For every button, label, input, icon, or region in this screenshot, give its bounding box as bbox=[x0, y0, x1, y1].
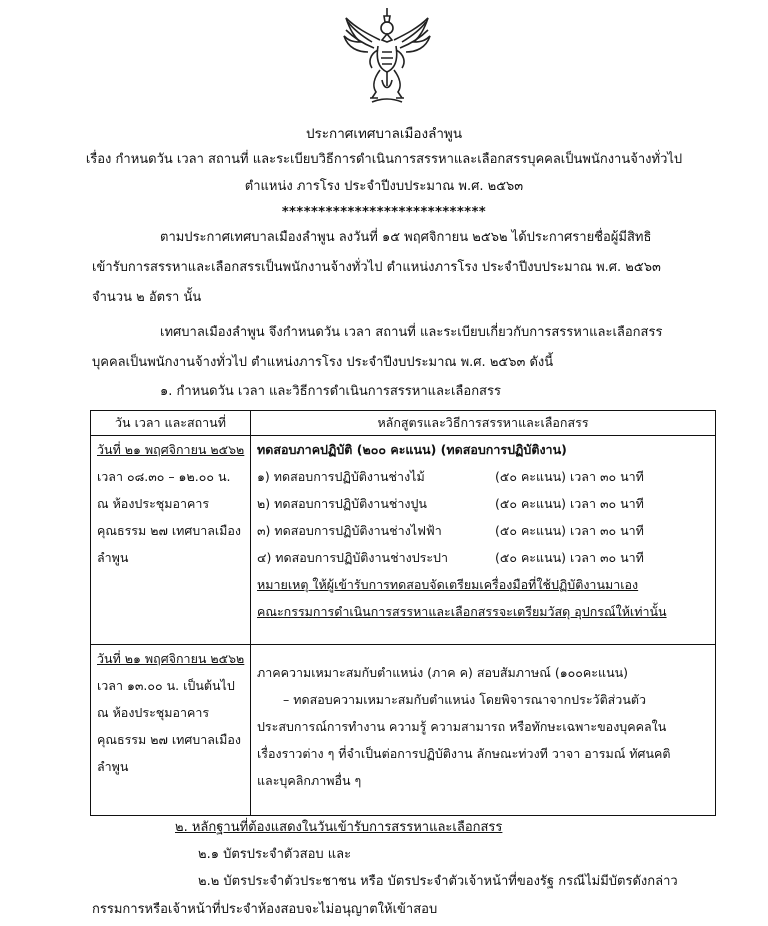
table-header-row bbox=[91, 411, 716, 436]
section-2-item-1: ๒.๑ บัตรประจำตัวสอบ และ bbox=[198, 847, 352, 862]
schedule-table bbox=[90, 410, 716, 816]
interview-line-1: – ทดสอบความเหมาะสมกับตำแหน่ง โดยพิจารณาจากประวัติส่วนตัว bbox=[283, 692, 647, 707]
section-2-item-2-line-1: ๒.๒ บัตรประจำตัวประชาชน หรือ บัตรประจำตัวเจ้าหน้าที่ของรัฐ กรณีไม่มีบัตรดังกล่าว bbox=[198, 874, 678, 889]
row1-place-3: ลำพูน bbox=[97, 550, 129, 565]
interview-line-2: ประสบการณ์การทำงาน ความรู้ ความสามารถ หรือทักษะเฉพาะของบุคคลใน bbox=[257, 719, 667, 734]
garuda-emblem-icon bbox=[342, 6, 432, 106]
remark-line-1: หมายเหตุ ให้ผู้เข้ารับการทดสอบจัดเตรียมเครื่องมือที่ใช้ปฏิบัติงานมาเอง bbox=[257, 577, 639, 592]
table-row bbox=[91, 645, 716, 816]
paragraph-1-line-1: ตามประกาศเทศบาลเมืองลำพูน ลงวันที่ ๑๕ พฤศจิกายน ๒๕๖๒ ได้ประกาศรายชื่อผู้มีสิทธิ bbox=[160, 230, 652, 245]
subject-line-1: เรื่อง กำหนดวัน เวลา สถานที่ และระเบียบวิธีการดำเนินการสรรหาและเลือกสรรบุคคลเป็นพนักงานจ้างทั่วไป bbox=[85, 152, 683, 167]
row2-place-3: ลำพูน bbox=[97, 759, 129, 774]
table-row bbox=[91, 436, 716, 645]
section-2-heading: ๒. หลักฐานที่ต้องแสดงในวันเข้ารับการสรรหาและเลือกสรร bbox=[175, 820, 503, 835]
test-item-score: (๕๐ คะแนน) เวลา ๓๐ นาที bbox=[495, 469, 644, 484]
row1-place-2: คุณธรรม ๒๗ เทศบาลเมือง bbox=[97, 523, 242, 538]
practical-test-heading: ทดสอบภาคปฏิบัติ (๒๐๐ คะแนน) (ทดสอบการปฏิบัติงาน) bbox=[257, 442, 567, 457]
row1-place-1: ณ ห้องประชุมอาคาร bbox=[97, 496, 210, 511]
paragraph-1-line-2: เข้ารับการสรรหาและเลือกสรรเป็นพนักงานจ้างทั่วไป ตำแหน่งภารโรง ประจำปีงบประมาณ พ.ศ. ๒๕๖๓ bbox=[92, 260, 661, 275]
interview-line-4: และบุคลิกภาพอื่น ๆ bbox=[257, 773, 362, 788]
header-cell-method: หลักสูตรและวิธีการสรรหาและเลือกสรร bbox=[251, 411, 716, 436]
row2-date: วันที่ ๒๑ พฤศจิกายน ๒๕๖๒ bbox=[97, 651, 245, 666]
announcement-title: ประกาศเทศบาลเมืองลำพูน bbox=[305, 126, 463, 142]
row2-time: เวลา ๑๓.๐๐ น. เป็นต้นไป bbox=[97, 678, 235, 693]
subject-line-2: ตำแหน่ง ภารโรง ประจำปีงบประมาณ พ.ศ. ๒๕๖๓ bbox=[244, 179, 524, 194]
test-item-score: (๕๐ คะแนน) เวลา ๓๐ นาที bbox=[495, 550, 644, 565]
list-item bbox=[257, 463, 709, 490]
paragraph-1-line-3: จำนวน ๒ อัตรา นั้น bbox=[92, 290, 202, 305]
row2-left-cell bbox=[91, 645, 251, 816]
row2-place-2: คุณธรรม ๒๗ เทศบาลเมือง bbox=[97, 732, 242, 747]
test-item-label: ๑) ทดสอบการปฏิบัติงานช่างไม้ bbox=[257, 469, 425, 484]
row1-right-cell bbox=[251, 436, 716, 645]
list-item bbox=[257, 490, 709, 517]
paragraph-2-line-2: บุคคลเป็นพนักงานจ้างทั่วไป ตำแหน่งภารโรง ประจำปีงบประมาณ พ.ศ. ๒๕๖๓ ดังนี้ bbox=[92, 355, 554, 370]
test-item-label: ๒) ทดสอบการปฏิบัติงานช่างปูน bbox=[257, 496, 427, 511]
row1-left-cell bbox=[91, 436, 251, 645]
separator-stars: **************************** bbox=[281, 205, 487, 220]
row2-place-1: ณ ห้องประชุมอาคาร bbox=[97, 705, 210, 720]
row1-date: วันที่ ๒๑ พฤศจิกายน ๒๕๖๒ bbox=[97, 442, 245, 457]
interview-line-3: เรื่องราวต่าง ๆ ที่จำเป็นต่อการปฏิบัติงาน ลักษณะท่วงที วาจา อารมณ์ ทัศนคติ bbox=[257, 746, 671, 761]
list-item bbox=[257, 544, 709, 571]
section-1-heading: ๑. กำหนดวัน เวลา และวิธีการดำเนินการสรรหาและเลือกสรร bbox=[160, 384, 501, 399]
test-item-score: (๕๐ คะแนน) เวลา ๓๐ นาที bbox=[495, 496, 644, 511]
test-item-label: ๓) ทดสอบการปฏิบัติงานช่างไฟฟ้า bbox=[257, 523, 442, 538]
row1-time: เวลา ๐๘.๓๐ – ๑๒.๐๐ น. bbox=[97, 469, 231, 484]
remark-line-2: คณะกรรมการดำเนินการสรรหาและเลือกสรรจะเตรียมวัสดุ อุปกรณ์ให้เท่านั้น bbox=[257, 604, 667, 619]
interview-heading: ภาคความเหมาะสมกับตำแหน่ง (ภาค ค) สอบสัมภาษณ์ (๑๐๐คะแนน) bbox=[257, 665, 629, 680]
row2-right-cell bbox=[251, 645, 716, 816]
list-item bbox=[257, 517, 709, 544]
header-cell-datetime: วัน เวลา และสถานที่ bbox=[91, 411, 251, 436]
section-2-item-2-line-2: กรรมการหรือเจ้าหน้าที่ประจำห้องสอบจะไม่อนุญาตให้เข้าสอบ bbox=[92, 902, 438, 917]
test-item-score: (๕๐ คะแนน) เวลา ๓๐ นาที bbox=[495, 523, 644, 538]
paragraph-2-line-1: เทศบาลเมืองลำพูน จึงกำหนดวัน เวลา สถานที่ และระเบียบเกี่ยวกับการสรรหาและเลือกสรร bbox=[160, 325, 663, 340]
test-item-label: ๔) ทดสอบการปฏิบัติงานช่างประปา bbox=[257, 550, 449, 565]
